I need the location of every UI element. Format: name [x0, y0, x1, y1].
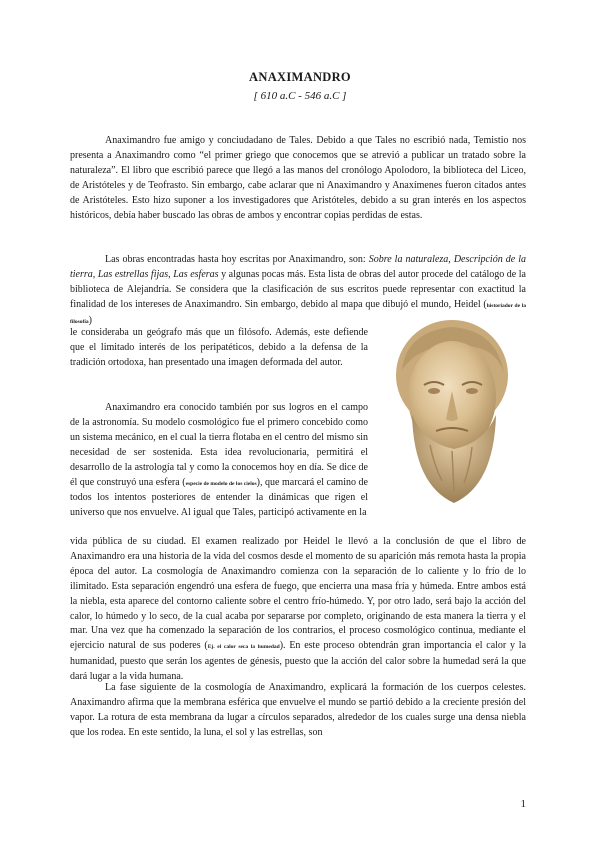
works-titles: Sobre la naturaleza, Descripción de la tierra, Las estrellas fijas, Las esferas — [70, 254, 526, 280]
heat-note: Ej. el calor seca la humedad — [207, 644, 280, 651]
works-text-a: Las obras encontradas hasta hoy escritas por Anaximandro, son: — [105, 254, 369, 265]
anaximander-bust-image — [372, 315, 526, 513]
paragraph-celestial — [70, 681, 526, 741]
paragraph-intro-text: Anaximandro fue amigo y conciudadano de Tales. Debido a que Tales no escribió nada, Temistio nos presenta a Anaximandro como “el primer griego que conocemos que se atrevió a publicar un tratado sobre la naturaleza”. El libro que escribió parece que llegó a las manos del cronólogo Apolodoro, la biblioteca del Liceo, de Aristóteles y de Teofrasto. Sin embargo, cabe aclarar que ni Anaximandro y Anaxímenes fueron citados antes de Aristóteles. Esto hizo suponer a los investigadores que Aristóteles, debido a su gran interés en los aspectos históricos, debía haber buscado las obras de ambos y encontrar copias perdidas de estas. — [70, 135, 526, 221]
works-text-b: y algunas pocas más. Esta lista de obras del autor procede del catálogo de la biblioteca de Alejandría. Se considera que la clasificación de sus escritos puede representar con exactitud la finalidad de los intereses de Anaximandro. Sin embargo, debido al mapa que dibujó el mundo, Heidel ( — [70, 268, 526, 310]
astronomy-text-a: Anaximandro era conocido también por sus logros en el campo de la astronomía. Su modelo cosmológico fue el primero concebido como un sistema mecánico, en el cual la tierra flotaba en el centro del mismo sin necesidad de ser sostenida. Esta idea revolucionaria, permitirá el desarrollo de la astrología tal y como la conocemos hoy en día. Se dice de él que construyó una esfera ( — [70, 402, 368, 488]
astronomy-text-b: ), que marcará el camino de todos los intentos posteriores de entender la dinámicas que rigen el universo que nos envuelve. Al igual que Tales, participó activamente en la — [70, 476, 368, 519]
sphere-note: especie de modelo de los cielos — [185, 480, 257, 487]
paragraph-intro — [70, 134, 526, 223]
paragraph-astronomy — [70, 401, 368, 521]
life-dates: [ 610 a.C - 546 a.C ] — [253, 90, 347, 102]
paragraph-cosmology — [70, 535, 526, 685]
document-title: ANAXIMANDRO — [249, 70, 351, 84]
page-number: 1 — [520, 798, 526, 810]
heidel-note: historiador de la filosofía — [70, 302, 526, 325]
celestial-text: La fase siguiente de la cosmología de Anaximandro, explicará la formación de los cuerpos celestes. Anaximandro afirma que la membrana esférica que envuelve el mundo se partió debido a la creciente presión del vapor. La rotura de esta membrana da lugar a círculos separados, alrededor de los cuales surge una densa niebla que los rodea. En este sentido, la luna, el sol y las estrellas, son — [70, 682, 526, 738]
cosmology-text-a: vida pública de su ciudad. El examen realizado por Heidel le llevó a la conclusión de que el libro de Anaximandro era una historia de la vida del cosmos desde el momento de su aparición más remota hasta la propia época del autor. La cosmología de Anaximandro comienza con la separación de lo caliente y lo frío de lo ilimitado. Esta separación engendró una esfera de fuego, que encierra una masa fría y húmeda. Entre ambos está la niebla, esta aparece del contorno caliente sobre el centro frío-húmedo. Y, por otro lado, será bajo la acción del calor, lo húmedo y lo seco, de la cual acaba por separarse por completo, originando de esta manera la tierra y el mar. Una vez que ha comenzado la separación de los contrarios, el proceso cosmológico continua, mediante el ejercicio natural de sus poderes ( — [70, 536, 526, 652]
paragraph-works-continued: le consideraba un geógrafo más que un filósofo. Además, este defiende que el limitado interés de los peripatéticos, debido a la defensa de la tradición ortodoxa, han presentado una imagen deformada del autor. — [70, 327, 368, 368]
cosmology-text-b: ). En este proceso obtendrán gran importancia el calor y la humanidad, puesto que serán los agentes de génesis, puesto que la acción del calor sobre la humedad será la que dará lugar a la vida humana. — [70, 640, 527, 683]
works-text-c: ) — [88, 314, 92, 326]
